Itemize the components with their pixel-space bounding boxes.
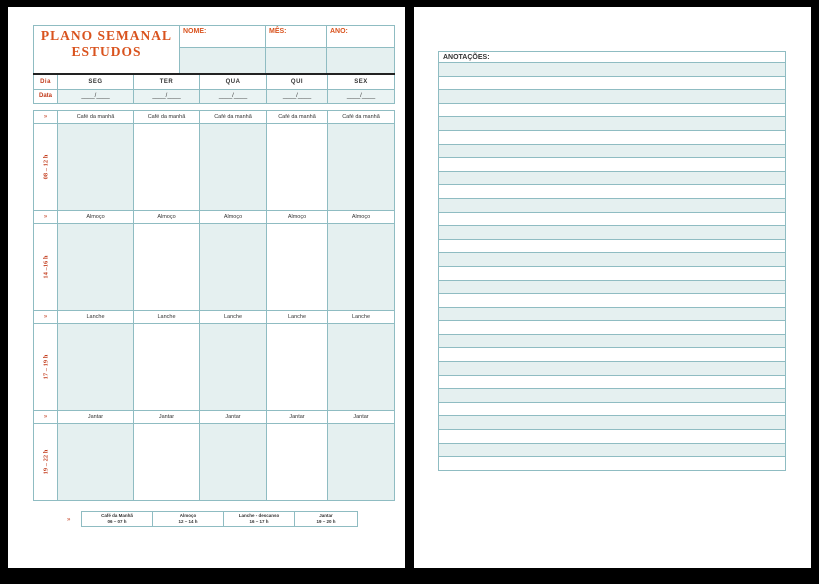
date-field-sex[interactable]: ____/____: [328, 89, 395, 104]
study-cell-sex[interactable]: [328, 124, 395, 211]
name-field[interactable]: [180, 48, 266, 74]
meal-label: Almoço: [58, 211, 134, 224]
meal-marker: »: [34, 211, 58, 224]
study-cell-seg[interactable]: [58, 124, 134, 211]
month-field[interactable]: [266, 48, 327, 74]
study-cell-seg[interactable]: [58, 324, 134, 411]
study-cell-sex[interactable]: [328, 224, 395, 311]
time-block-2: [34, 224, 395, 311]
legend-item: [82, 512, 153, 527]
note-line[interactable]: [438, 213, 786, 227]
meal-label: Lanche: [267, 311, 328, 324]
plan-title-text: PLANO SEMANAL ESTUDOS: [40, 28, 173, 59]
note-line[interactable]: [438, 335, 786, 349]
meal-label: Almoço: [328, 211, 395, 224]
date-field-qui[interactable]: ____/____: [267, 89, 328, 104]
time-label: 14 –16 h: [42, 255, 49, 279]
meal-row-breakfast: [34, 111, 395, 124]
date-field-qua[interactable]: ____/____: [200, 89, 267, 104]
meal-label: Jantar: [134, 411, 200, 424]
notes-lines: [438, 62, 786, 471]
legend-name: Café da Manhã: [101, 513, 133, 518]
legend-name: Almoço: [179, 513, 197, 518]
notes-page: [414, 7, 811, 568]
date-field-ter[interactable]: ____/____: [134, 89, 200, 104]
time-label-cell: [34, 124, 58, 211]
day-row-label: Dia: [34, 74, 58, 89]
study-cell-seg[interactable]: [58, 424, 134, 501]
meal-label: Jantar: [200, 411, 267, 424]
meal-times-legend: [81, 511, 358, 527]
meal-marker: »: [34, 311, 58, 324]
study-cell-qua[interactable]: [200, 324, 267, 411]
note-line[interactable]: [438, 240, 786, 254]
day-ter: TER: [134, 74, 200, 89]
study-cell-qui[interactable]: [267, 124, 328, 211]
legend-time: 06 – 07 h: [107, 519, 127, 524]
study-cell-qui[interactable]: [267, 324, 328, 411]
study-cell-ter[interactable]: [134, 224, 200, 311]
note-line[interactable]: [438, 253, 786, 267]
day-row: [34, 74, 395, 89]
meal-row-dinner: [34, 411, 395, 424]
note-line[interactable]: [438, 362, 786, 376]
study-cell-ter[interactable]: [134, 124, 200, 211]
time-label: 19 – 22 h: [42, 449, 49, 475]
meal-label: Café da manhã: [134, 111, 200, 124]
day-seg: SEG: [58, 74, 134, 89]
study-cell-qui[interactable]: [267, 224, 328, 311]
time-label-cell: [34, 324, 58, 411]
days-table: [33, 73, 395, 104]
note-line[interactable]: [438, 294, 786, 308]
note-line[interactable]: [438, 145, 786, 159]
time-label: 17 – 19 h: [42, 354, 49, 380]
meal-label: Café da manhã: [267, 111, 328, 124]
study-cell-sex[interactable]: [328, 424, 395, 501]
note-line[interactable]: [438, 131, 786, 145]
study-cell-ter[interactable]: [134, 324, 200, 411]
meal-marker: »: [34, 111, 58, 124]
study-cell-ter[interactable]: [134, 424, 200, 501]
note-line[interactable]: [438, 430, 786, 444]
study-cell-seg[interactable]: [58, 224, 134, 311]
meal-row-lunch: [34, 211, 395, 224]
legend-item: [224, 512, 295, 527]
year-field[interactable]: [327, 48, 395, 74]
note-line[interactable]: [438, 403, 786, 417]
meal-label: Café da manhã: [328, 111, 395, 124]
meal-label: Jantar: [328, 411, 395, 424]
meal-label: Almoço: [200, 211, 267, 224]
meal-label: Café da manhã: [200, 111, 267, 124]
year-label: ANO:: [327, 26, 395, 48]
meal-label: Jantar: [267, 411, 328, 424]
day-qui: QUI: [267, 74, 328, 89]
legend-name: Jantar: [319, 513, 333, 518]
day-qua: QUA: [200, 74, 267, 89]
note-line[interactable]: [438, 321, 786, 335]
note-line[interactable]: [438, 308, 786, 322]
study-cell-qui[interactable]: [267, 424, 328, 501]
name-label: NOME:: [180, 26, 266, 48]
meal-marker: »: [34, 411, 58, 424]
note-line[interactable]: [438, 376, 786, 390]
date-row-label: Data: [34, 89, 58, 104]
note-line[interactable]: [438, 185, 786, 199]
meal-label: Lanche: [328, 311, 395, 324]
study-cell-sex[interactable]: [328, 324, 395, 411]
note-line[interactable]: [438, 267, 786, 281]
plan-header: [33, 25, 395, 74]
date-field-seg[interactable]: ____/____: [58, 89, 134, 104]
note-line[interactable]: [438, 117, 786, 131]
time-block-1: [34, 124, 395, 211]
meal-label: Lanche: [58, 311, 134, 324]
time-label-cell: [34, 224, 58, 311]
legend-item: [295, 512, 358, 527]
study-cell-qua[interactable]: [200, 124, 267, 211]
time-label: 08 – 12 h: [42, 154, 49, 180]
notes-title: ANOTAÇÕES:: [438, 51, 786, 62]
meal-label: Almoço: [267, 211, 328, 224]
note-line[interactable]: [438, 281, 786, 295]
weekly-plan-page: [8, 7, 405, 568]
time-label-cell: [34, 424, 58, 501]
note-line[interactable]: [438, 226, 786, 240]
meal-label: Jantar: [58, 411, 134, 424]
plan-title: [34, 26, 180, 74]
legend-name: Lanche - descanso: [238, 513, 280, 518]
legend-time: 12 – 14 h: [178, 519, 198, 524]
meal-label: Almoço: [134, 211, 200, 224]
time-block-3: [34, 324, 395, 411]
date-row: [34, 89, 395, 104]
note-line[interactable]: [438, 444, 786, 458]
note-line[interactable]: [438, 457, 786, 471]
note-line[interactable]: [438, 90, 786, 104]
legend-time: 16 – 17 h: [249, 519, 269, 524]
meal-label: Café da manhã: [58, 111, 134, 124]
legend-time: 19 – 20 h: [316, 519, 336, 524]
meal-label: Lanche: [200, 311, 267, 324]
note-line[interactable]: [438, 348, 786, 362]
study-cell-qua[interactable]: [200, 224, 267, 311]
note-line[interactable]: [438, 104, 786, 118]
note-line[interactable]: [438, 63, 786, 77]
note-line[interactable]: [438, 172, 786, 186]
note-line[interactable]: [438, 199, 786, 213]
month-label: MÊS:: [266, 26, 327, 48]
time-block-4: [34, 424, 395, 501]
meal-row-snack: [34, 311, 395, 324]
note-line[interactable]: [438, 416, 786, 430]
note-line[interactable]: [438, 389, 786, 403]
legend-item: [153, 512, 224, 527]
note-line[interactable]: [438, 77, 786, 91]
meal-label: Lanche: [134, 311, 200, 324]
study-cell-qua[interactable]: [200, 424, 267, 501]
note-line[interactable]: [438, 158, 786, 172]
legend-marker: »: [67, 517, 71, 523]
schedule-table: [33, 110, 395, 501]
day-sex: SEX: [328, 74, 395, 89]
